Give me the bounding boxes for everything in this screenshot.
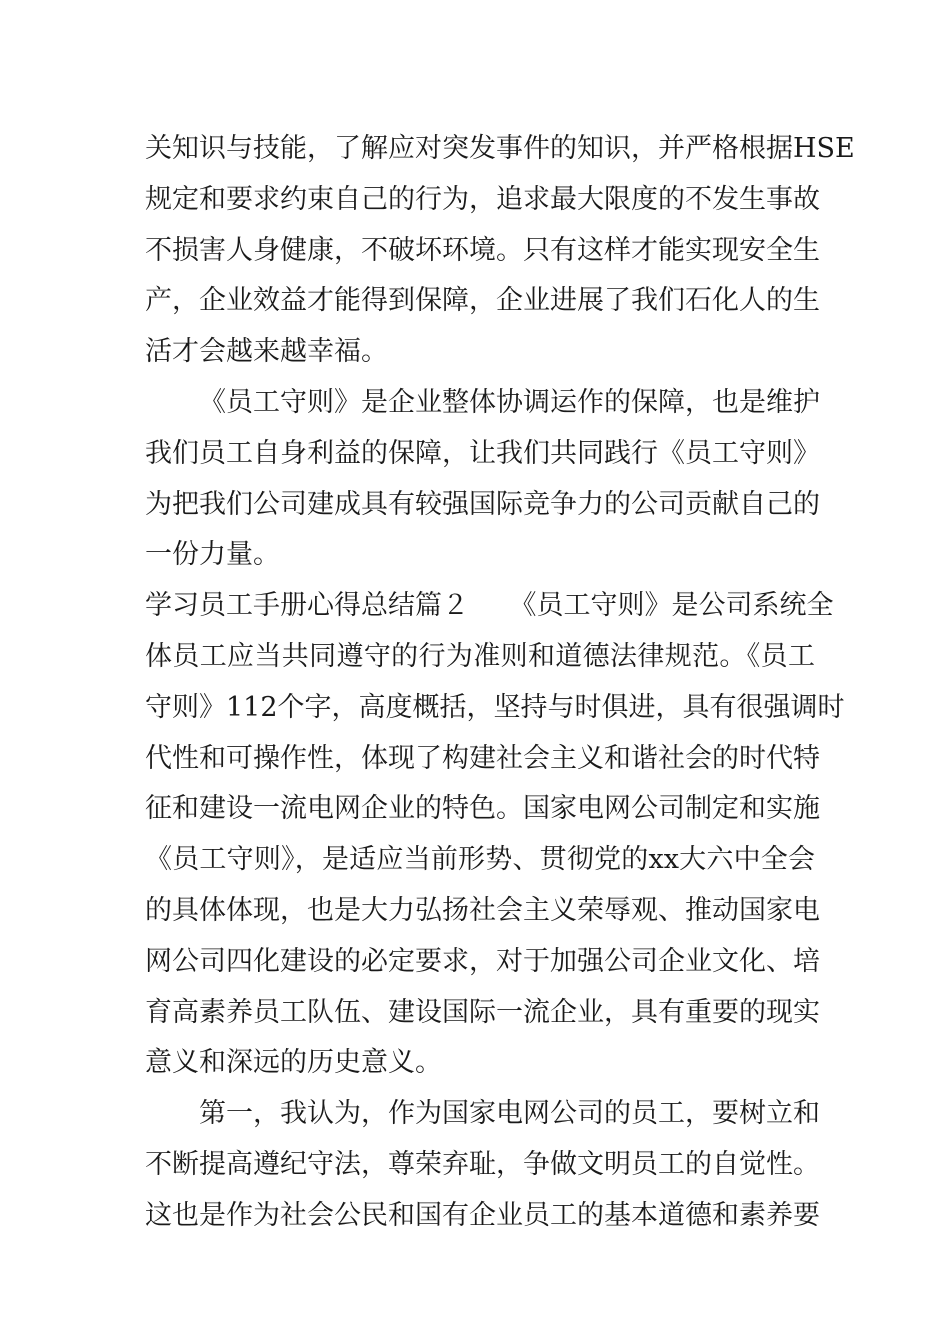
text-line: 育高素养员工队伍、建设国际一流企业，具有重要的现实 xyxy=(145,996,820,1028)
text-line: 不损害人身健康，不破坏环境。只有这样才能实现安全生 xyxy=(145,234,820,266)
text-line: 规定和要求约束自己的行为，追求最大限度的不发生事故 xyxy=(145,183,820,215)
text-line: 不断提高遵纪守法，尊荣弃耻，争做文明员工的自觉性。 xyxy=(145,1148,820,1180)
text-line: 一份力量。 xyxy=(145,539,280,571)
text-line: 网公司四化建设的必定要求，对于加强公司企业文化、培 xyxy=(145,945,820,977)
text-line: 这也是作为社会公民和国有企业员工的基本道德和素养要 xyxy=(145,1199,820,1231)
text-line: 学习员工手册心得总结篇２ 《员工守则》是公司系统全 xyxy=(145,590,834,622)
text-line: 代性和可操作性，体现了构建社会主义和谐社会的时代特 xyxy=(145,742,820,774)
text-line: 意义和深远的历史意义。 xyxy=(145,1047,442,1079)
text-line: 第一，我认为，作为国家电网公司的员工，要树立和 xyxy=(199,1098,820,1130)
text-line: 的具体体现，也是大力弘扬社会主义荣辱观、推动国家电 xyxy=(145,894,820,926)
text-line: 守则》112个字，高度概括，坚持与时俱进，具有很强调时 xyxy=(145,691,845,723)
text-line: 《员工守则》，是适应当前形势、贯彻党的xx大六中全会 xyxy=(145,844,815,876)
text-line: 征和建设一流电网企业的特色。国家电网公司制定和实施 xyxy=(145,793,820,825)
text-line: 我们员工自身利益的保障，让我们共同践行《员工守则》 xyxy=(145,437,820,469)
text-line: 《员工守则》是企业整体协调运作的保障，也是维护 xyxy=(199,386,820,418)
text-line: 关知识与技能，了解应对突发事件的知识，并严格根据HSE xyxy=(145,133,855,164)
text-line: 为把我们公司建成具有较强国际竞争力的公司贡献自己的 xyxy=(145,488,820,520)
document-body xyxy=(145,124,855,1242)
text-line: 活才会越来越幸福。 xyxy=(145,336,388,368)
text-line: 产，企业效益才能得到保障，企业进展了我们石化人的生 xyxy=(145,285,820,317)
text-line: 体员工应当共同遵守的行为准则和道德法律规范。《员工 xyxy=(145,640,815,672)
